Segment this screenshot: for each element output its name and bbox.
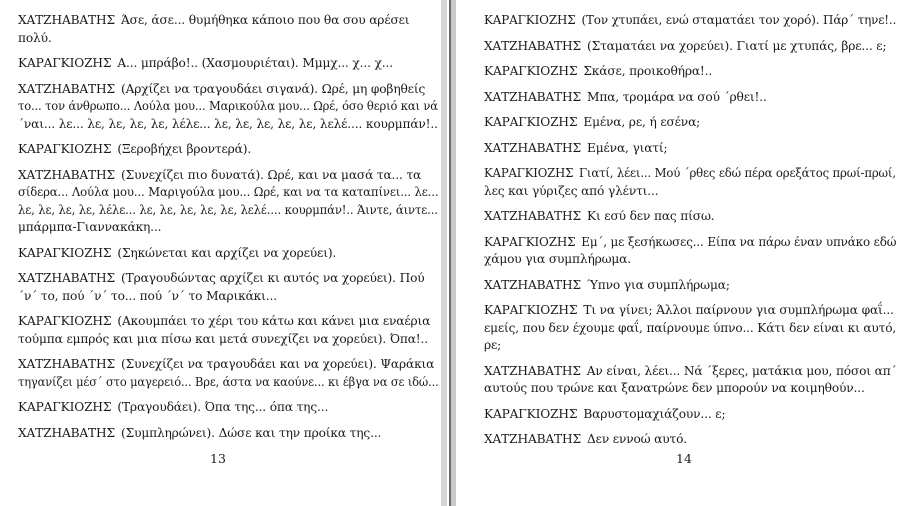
dialogue-line — [18, 141, 438, 159]
dialogue-line — [484, 406, 896, 424]
speaker-name: ΚΑΡΑΓΚΙΟΖΗΣ — [18, 245, 112, 260]
dialogue-text: τηγανίζει μέσ΄ στο μαγερειό... Βρε, άστα να καούνε... κι έβγα να σε ιδώ... — [18, 374, 439, 389]
dialogue-paragraph — [18, 12, 438, 47]
dialogue-text: Δεν εννοώ αυτό. — [587, 432, 688, 446]
divider-shadow-right — [451, 0, 456, 506]
dialogue-text: λε, λε, λε, λε, λέλε... λε, λε, λε, λε, λε, λελέ.... κουρμπάν!.. Άιντε, άιντε... — [18, 202, 438, 217]
speaker-name: ΧΑΤΖΗΑΒΑΤΗΣ — [484, 432, 581, 446]
dialogue-line — [18, 245, 438, 263]
dialogue-line — [18, 98, 438, 116]
speaker-name: ΚΑΡΑΓΚΙΟΖΗΣ — [484, 166, 574, 180]
dialogue-line — [484, 89, 896, 107]
dialogue-text: Εμ΄, με ξεσήκωσες... Είπα να πάρω έναν υπνάκο εδώ — [581, 234, 897, 249]
dialogue-line — [18, 374, 439, 392]
dialogue-text: λες και γύριζες από γλέντι... — [484, 183, 659, 198]
speaker-name: ΚΑΡΑΓΚΙΟΖΗΣ — [18, 314, 112, 328]
dialogue-paragraph — [484, 140, 896, 158]
dialogue-line — [484, 431, 896, 449]
dialogue-paragraph — [18, 245, 438, 263]
speaker-name: ΧΑΤΖΗΑΒΑΤΗΣ — [18, 167, 115, 182]
dialogue-paragraph — [484, 114, 896, 132]
dialogue-text: εμείς, που δεν έχουμε φαΐ, παίρνουμε ύπνο... Κάτι δεν είναι κι αυτό, — [484, 320, 897, 335]
dialogue-line — [484, 277, 896, 295]
dialogue-text: Γιατί, λέει... Μού ΄ρθες εδώ πέρα ορεξάτος πρωί-πρωί, — [578, 166, 896, 180]
speaker-name: ΚΑΡΑΓΚΙΟΖΗΣ — [18, 56, 112, 70]
dialogue-line — [18, 331, 438, 349]
dialogue-text: (Αρχίζει να τραγουδάει σιγανά). Ωρέ, μη φοβηθείς — [121, 81, 426, 96]
dialogue-line — [18, 270, 438, 288]
dialogue-text: ΄ναι... λε... λε, λε, λε, λε, λέλε... λε, λε, λε, λε, λε, λελέ.... κουρμπάν!.. — [18, 116, 438, 131]
dialogue-paragraph — [484, 234, 896, 269]
dialogue-paragraph — [18, 356, 438, 391]
dialogue-line — [484, 234, 897, 252]
dialogue-paragraph — [484, 277, 896, 295]
dialogue-text: ΄ν΄ το, πού ΄ν΄ το... πού ΄ν΄ το Μαρικάκι... — [18, 288, 277, 303]
dialogue-line — [484, 140, 896, 158]
dialogue-text: αυτούς που τρώνε και ξανατρώνε δεν μπορούν να κοιμηθούν... — [484, 381, 865, 395]
page-number: 14 — [676, 451, 692, 466]
dialogue-line — [18, 12, 438, 30]
dialogue-line — [18, 167, 438, 185]
speaker-name: ΧΑΤΖΗΑΒΑΤΗΣ — [484, 38, 581, 53]
dialogue-paragraph — [484, 165, 896, 200]
speaker-name: ΧΑΤΖΗΑΒΑΤΗΣ — [18, 271, 115, 285]
dialogue-line — [18, 30, 438, 48]
dialogue-paragraph — [18, 425, 438, 443]
dialogue-text: (Ξεροβήχει βροντερά). — [117, 142, 252, 156]
dialogue-line — [18, 313, 438, 331]
dialogue-text: (Συνεχίζει να τραγουδάει και να χορεύει). Ψαράκια — [121, 357, 435, 371]
dialogue-line — [18, 219, 438, 237]
page-divider — [440, 0, 457, 506]
page-14-text — [484, 12, 896, 457]
dialogue-paragraph — [18, 167, 438, 237]
speaker-name: ΚΑΡΑΓΚΙΟΖΗΣ — [484, 234, 576, 249]
dialogue-text: (Τραγουδώντας αρχίζει κι αυτός να χορεύει). Πού — [121, 271, 425, 285]
speaker-name: ΚΑΡΑΓΚΙΟΖΗΣ — [18, 142, 112, 156]
dialogue-text: μπάρμπα-Γιαννακάκη... — [18, 220, 162, 234]
dialogue-text: (Συμπληρώνει). Δώσε και την προίκα της... — [121, 425, 382, 440]
dialogue-line — [18, 55, 438, 73]
dialogue-line — [484, 12, 897, 30]
speaker-name: ΧΑΤΖΗΑΒΑΤΗΣ — [484, 89, 581, 104]
dialogue-text: Ύπνο για συμπλήρωμα; — [587, 277, 730, 292]
speaker-name: ΧΑΤΖΗΑΒΑΤΗΣ — [18, 81, 115, 96]
dialogue-text: (Ακουμπάει το χέρι του κάτω και κάνει μια εναέρια — [117, 314, 431, 328]
dialogue-paragraph — [18, 399, 438, 417]
dialogue-text: τούμπα εμπρός και μια πίσω και μετά συνεχίζει να χορεύει). Όπα!.. — [18, 331, 428, 346]
dialogue-text: χάμου για συμπλήρωμα. — [484, 252, 631, 266]
dialogue-paragraph — [18, 270, 438, 305]
dialogue-line — [18, 288, 438, 306]
dialogue-paragraph — [484, 431, 896, 449]
dialogue-line — [18, 116, 437, 134]
speaker-name: ΚΑΡΑΓΚΙΟΖΗΣ — [484, 13, 576, 27]
dialogue-paragraph — [18, 55, 438, 73]
speaker-name: ΧΑΤΖΗΑΒΑΤΗΣ — [484, 277, 581, 292]
dialogue-paragraph — [18, 141, 438, 159]
dialogue-line — [484, 165, 896, 183]
dialogue-line — [484, 63, 896, 81]
dialogue-text: πολύ. — [18, 30, 52, 45]
page-14 — [457, 0, 901, 506]
dialogue-paragraph — [18, 313, 438, 348]
dialogue-text: σίδερα... Λούλα μου... Μαριγούλα μου... Ωρέ, και να τα καταπίνει... λε... — [18, 185, 439, 199]
dialogue-paragraph — [484, 302, 896, 355]
dialogue-paragraph — [484, 208, 896, 226]
dialogue-paragraph — [18, 81, 438, 134]
dialogue-line — [18, 425, 438, 443]
dialogue-line — [484, 183, 896, 201]
speaker-name: ΧΑΤΖΗΑΒΑΤΗΣ — [18, 357, 115, 371]
speaker-name: ΚΑΡΑΓΚΙΟΖΗΣ — [484, 406, 578, 421]
speaker-name: ΧΑΤΖΗΑΒΑΤΗΣ — [484, 209, 581, 223]
dialogue-paragraph — [484, 12, 896, 30]
dialogue-line — [484, 363, 895, 381]
dialogue-text: Άσε, άσε... θυμήθηκα κάποιο που θα σου αρέσει — [121, 13, 410, 27]
dialogue-text: Σκάσε, προικοθήρα!.. — [583, 64, 713, 78]
dialogue-text: (Τραγουδάει). Όπα της... όπα της... — [117, 400, 329, 414]
speaker-name: ΚΑΡΑΓΚΙΟΖΗΣ — [484, 64, 578, 78]
dialogue-line — [484, 114, 896, 132]
speaker-name: ΧΑΤΖΗΑΒΑΤΗΣ — [18, 425, 115, 440]
dialogue-paragraph — [484, 406, 896, 424]
page-number: 13 — [210, 451, 226, 466]
dialogue-text: Εμένα, ρε, ή εσένα; — [583, 115, 701, 129]
dialogue-text: το... τον άνθρωπο... Λούλα μου... Μαρικούλα μου... Ωρέ, όσο θεριό και νά — [18, 99, 438, 113]
dialogue-text: (Σταματάει να χορεύει). Γιατί με χτυπάς, βρε... ε; — [587, 38, 887, 53]
dialogue-text: Α... μπράβο!.. (Χασμουριέται). Μμμχ... χ... χ... — [117, 56, 393, 70]
dialogue-text: Κι εσύ δεν πας πίσω. — [587, 209, 715, 223]
speaker-name: ΧΑΤΖΗΑΒΑΤΗΣ — [484, 363, 581, 378]
dialogue-line — [18, 184, 439, 202]
dialogue-text: (Σηκώνεται και αρχίζει να χορεύει). — [117, 245, 337, 260]
dialogue-paragraph — [484, 63, 896, 81]
dialogue-text: Μπα, τρομάρα να σού ΄ρθει!.. — [587, 89, 767, 104]
dialogue-line — [484, 251, 896, 269]
dialogue-line — [484, 208, 896, 226]
page-13 — [0, 0, 440, 506]
dialogue-text: ρε; — [484, 338, 502, 352]
dialogue-paragraph — [484, 89, 896, 107]
speaker-name: ΚΑΡΑΓΚΙΟΖΗΣ — [484, 115, 578, 129]
dialogue-text: Αν είναι, λέει... Νά ΄ξερες, ματάκια μου, πόσοι απ΄ — [586, 363, 897, 378]
dialogue-line — [18, 356, 438, 374]
speaker-name: ΚΑΡΑΓΚΙΟΖΗΣ — [18, 400, 112, 414]
dialogue-line — [484, 302, 896, 320]
dialogue-text: Τι να γίνει; Άλλοι παίρνουν για συμπλήρωμα φαΐ... — [583, 303, 894, 317]
dialogue-paragraph — [484, 38, 896, 56]
speaker-name: ΚΑΡΑΓΚΙΟΖΗΣ — [484, 303, 578, 317]
speaker-name: ΧΑΤΖΗΑΒΑΤΗΣ — [18, 13, 115, 27]
dialogue-line — [484, 380, 896, 398]
dialogue-line — [18, 81, 438, 99]
speaker-name: ΧΑΤΖΗΑΒΑΤΗΣ — [484, 140, 581, 155]
dialogue-line — [484, 320, 897, 338]
dialogue-line — [484, 38, 896, 56]
dialogue-text: Βαρυστομαχιάζουν... ε; — [583, 406, 726, 421]
dialogue-text: (Συνεχίζει πιο δυνατά). Ωρέ, και να μασά τα... τα — [121, 167, 422, 182]
dialogue-text: (Τον χτυπάει, ενώ σταματάει τον χορό). Πάρ΄ τηνε!.. — [581, 13, 897, 27]
dialogue-text: Εμένα, γιατί; — [587, 140, 668, 155]
divider-shadow-left — [441, 0, 447, 506]
dialogue-line — [18, 399, 438, 417]
dialogue-paragraph — [484, 363, 896, 398]
page-13-text — [18, 12, 438, 450]
dialogue-line — [484, 337, 896, 355]
dialogue-line — [18, 202, 438, 220]
